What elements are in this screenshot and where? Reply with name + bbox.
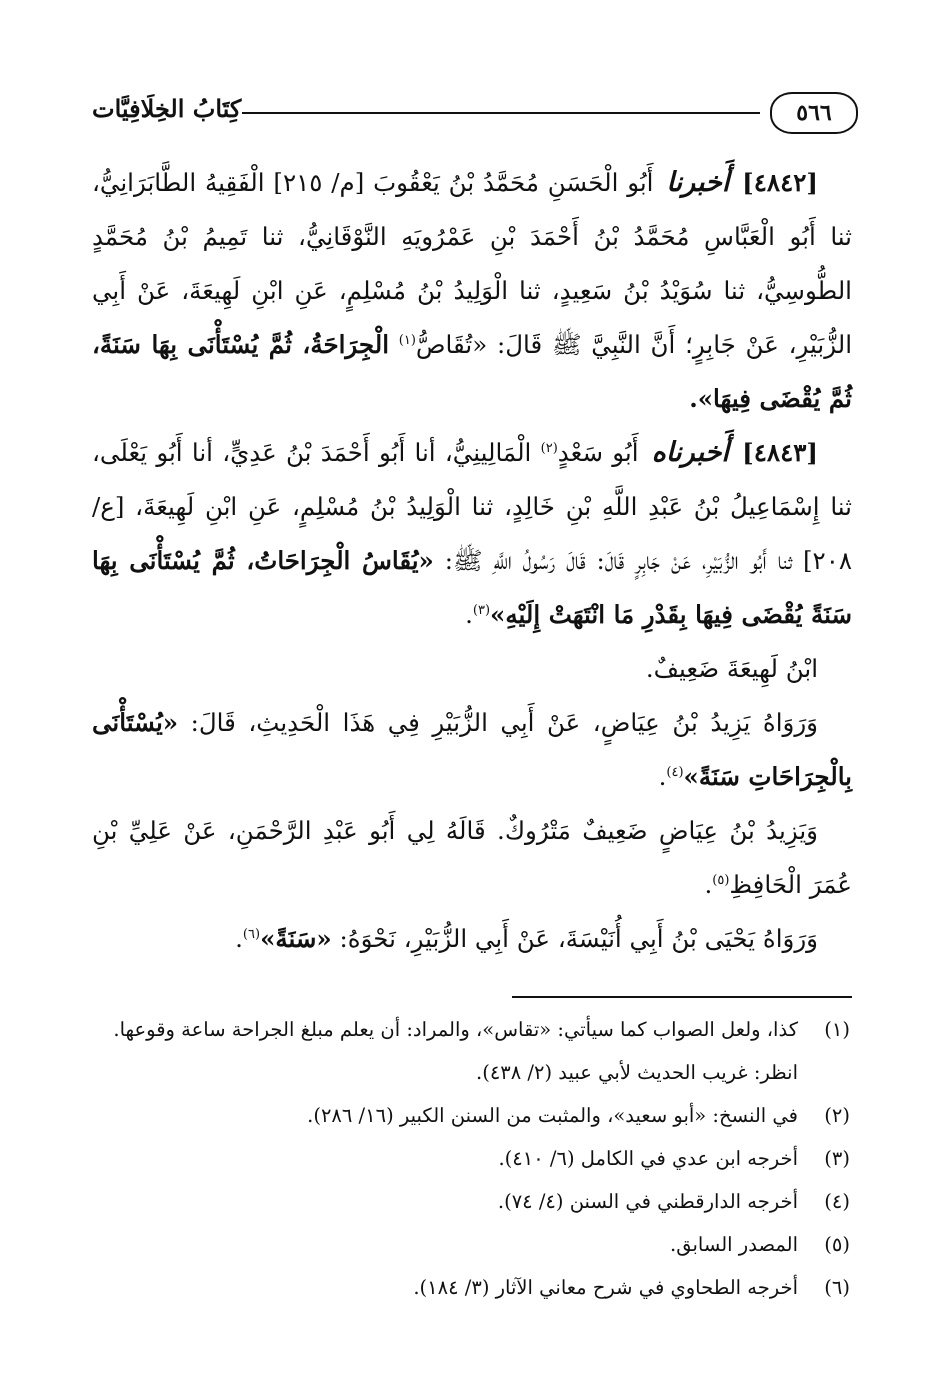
footnote-number: (٤) xyxy=(824,1190,850,1213)
commentary-line xyxy=(92,696,852,804)
hadith-4843 xyxy=(92,426,852,642)
footnote-item xyxy=(92,1094,852,1137)
footnote-text: المصدر السابق. xyxy=(670,1233,798,1256)
sentence-end: . xyxy=(658,762,667,791)
isnad-text: الْمَالِينِيُّ، أنا أَبُو أَحْمَدَ بْنُ عَدِيٍّ، أنا أَبُو يَعْلَى، ثنا إِسْمَاعِيلُ بْنُ عَبْدِ اللَّهِ بْنِ خَالِدٍ، ثنا الْوَلِيدُ بْنُ مُسْلِمٍ، عَنِ ابْنِ لَهِيعَةَ، [ع/٢٠٨] ثنا أَبُو الزُّبَيْرِ، عَنْ جَابِرٍ قَالَ: قَالَ رَسُولُ اللَّهِ ﷺ: xyxy=(92,438,853,575)
commentary-line xyxy=(92,912,852,966)
hadith-quote: «يُسْتَأْنَى بِالْجِرَاحَاتِ سَنَةً» xyxy=(92,708,852,791)
commentary-text: ابْنُ لَهِيعَةَ ضَعِيفٌ. xyxy=(645,654,818,683)
footnote-number: (٥) xyxy=(824,1233,850,1256)
commentary-line xyxy=(92,642,852,696)
hadith-number: [٤٨٤٢] xyxy=(742,168,818,197)
footnote-number: (٣) xyxy=(824,1147,850,1170)
footnote-item xyxy=(92,1180,852,1223)
footnote-item xyxy=(92,1223,852,1266)
footnote-ref[interactable]: (٦) xyxy=(242,926,261,942)
footnotes xyxy=(92,1008,852,1309)
footnote-item xyxy=(92,1008,852,1094)
footnote-ref[interactable]: (٣) xyxy=(472,602,491,618)
footnote-number: (٢) xyxy=(824,1104,850,1127)
hadith-4842 xyxy=(92,156,852,426)
footnote-ref[interactable]: (٤) xyxy=(666,764,684,780)
footnote-item xyxy=(92,1137,852,1180)
footnote-text: أخرجه ابن عدي في الكامل (٦/ ٤١٠). xyxy=(498,1147,798,1170)
narration-verb: أَخبرناه xyxy=(651,437,729,468)
isnad-text: أَبُو الْحَسَنِ مُحَمَّدُ بْنُ يَعْقُوبَ [م/ ٢١٥] الْفَقِيهُ الطَّابَرَانِيُّ، ثنا أَبُو الْعَبَّاسِ مُحَمَّدُ بْنُ أَحْمَدَ بْنِ عَمْرُويَهِ النَّوْقَانِيُّ، ثنا تَمِيمُ بْنُ مُحَمَّدٍ الطُّوسِيُّ، ثنا سُوَيْدُ بْنُ سَعِيدٍ، ثنا الْوَلِيدُ بْنُ مُسْلِمٍ، عَنِ ابْنِ لَهِيعَةَ، عَنْ أَبِي الزُّبَيْرِ، عَنْ جَابِرٍ؛ أَنَّ النَّبِيَّ ﷺ قَالَ: «تُقَاصُّ xyxy=(92,168,853,359)
hadith-quote: «يُقَاسُ الْجِرَاحَاتُ، ثُمَّ يُسْتَأْنَى بِهَا سَنَةً يُقْضَى فِيهَا بِقَدْرِ مَا انْتَهَتْ إِلَيْهِ» xyxy=(92,546,852,629)
footnote-number: (١) xyxy=(824,1018,850,1041)
footnote-ref[interactable]: (٥) xyxy=(712,872,730,888)
commentary-line xyxy=(92,804,852,912)
page-header xyxy=(92,88,852,138)
hadith-number: [٤٨٤٣] xyxy=(742,438,818,467)
sentence-end: . xyxy=(465,600,473,629)
narrator-name: أَبُو سَعْدٍ xyxy=(557,438,639,467)
sentence-end: . xyxy=(235,924,243,953)
commentary-text: وَرَوَاهُ يَزِيدُ بْنُ عِيَاضٍ، عَنْ أَبِي الزُّبَيْرِ فِي هَذَا الْحَدِيثِ، قَالَ: xyxy=(190,708,818,737)
page xyxy=(92,88,852,1338)
hadith-quote: الْجِرَاحَةُ، ثُمَّ يُسْتَأْنَى بِهَا سَنَةً، ثُمَّ يُقْضَى فِيهَا». xyxy=(92,330,852,413)
commentary-text: وَيَزِيدُ بْنُ عِيَاضٍ ضَعِيفٌ مَتْرُوكٌ. قَالَهُ لِي أَبُو عَبْدِ الرَّحْمَنِ، عَنْ عَلِيِّ بْنِ عُمَرَ الْحَافِظِ xyxy=(92,816,852,899)
footnote-text: كذا، ولعل الصواب كما سيأتي: «تقاس»، والمراد: أن يعلم مبلغ الجراحة ساعة وقوعها. انظر: غريب الحديث لأبي عبيد (٢/ ٤٣٨). xyxy=(113,1018,798,1084)
header-rule xyxy=(242,112,760,114)
footnote-text: أخرجه الدارقطني في السنن (٤/ ٧٤). xyxy=(497,1190,798,1213)
footnote-item xyxy=(92,1266,852,1309)
footnote-ref[interactable]: (١) xyxy=(398,332,416,348)
hadith-quote: «سَنَةً» xyxy=(260,924,332,953)
page-number: ٥٦٦ xyxy=(770,92,858,134)
footnote-ref[interactable]: (٢) xyxy=(540,440,558,456)
main-text xyxy=(92,156,852,966)
footnote-divider xyxy=(512,996,852,998)
sentence-end: . xyxy=(704,870,713,899)
narration-verb: أَخبرنا xyxy=(666,167,730,198)
commentary-text: وَرَوَاهُ يَحْيَى بْنُ أَبِي أُنَيْسَةَ، عَنْ أَبِي الزُّبَيْرِ، نَحْوَهُ: xyxy=(339,924,818,953)
footnote-text: في النسخ: «أبو سعيد»، والمثبت من السنن الكبير (١٦/ ٢٨٦). xyxy=(307,1104,798,1127)
footnote-number: (٦) xyxy=(824,1276,850,1299)
book-title: كِتَابُ الخِلَافِيَّات xyxy=(92,94,242,123)
footnote-text: أخرجه الطحاوي في شرح معاني الآثار (٣/ ١٨٤). xyxy=(413,1276,798,1299)
